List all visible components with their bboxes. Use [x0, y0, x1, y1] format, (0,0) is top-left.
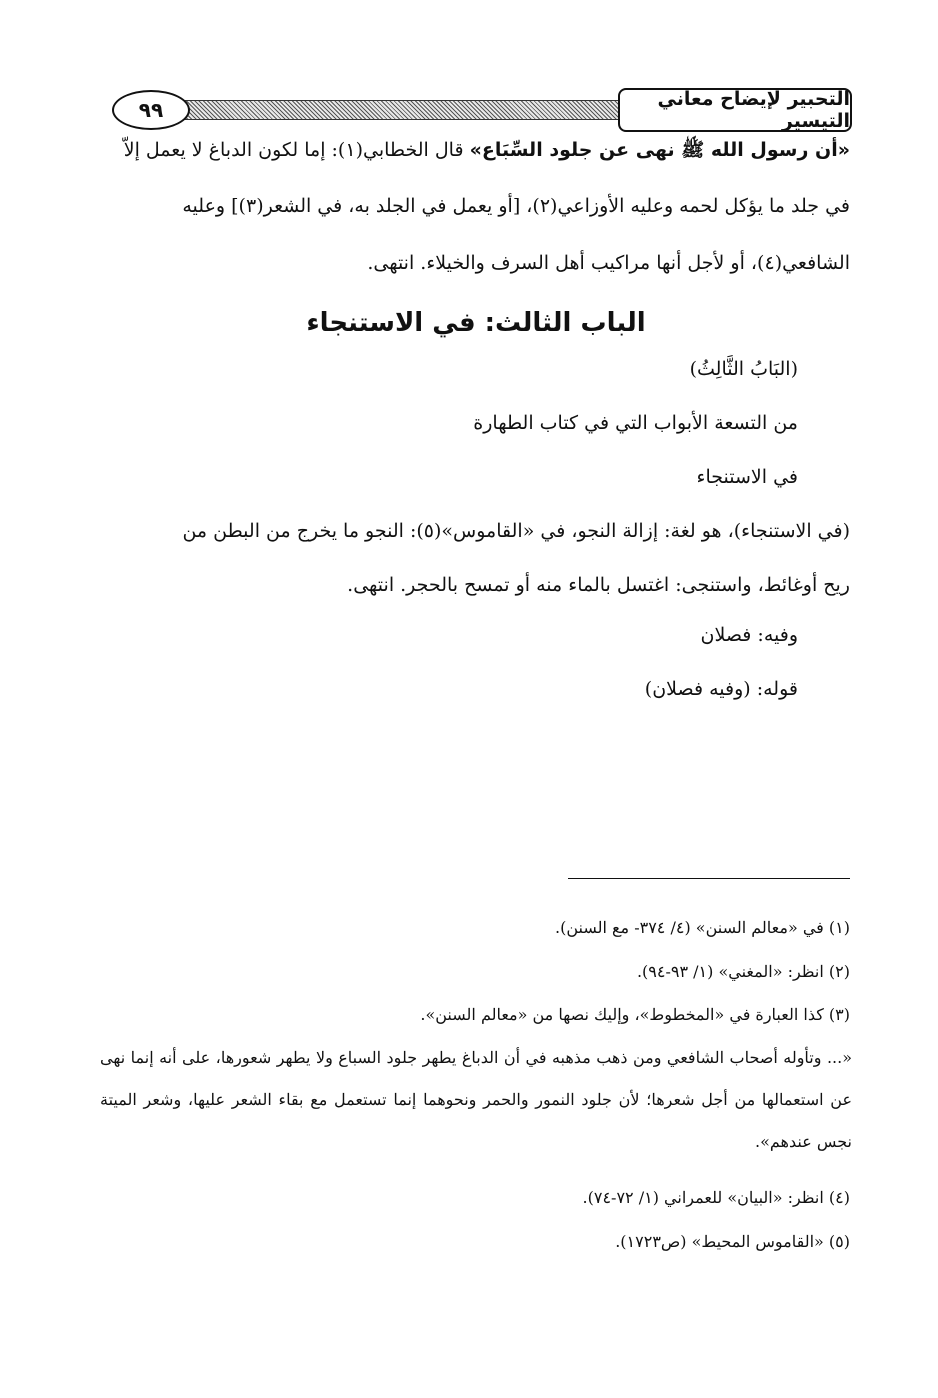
chapter-context-line: من التسعة الأبواب التي في كتاب الطهارة: [473, 412, 798, 434]
commentary-line: قوله: (وفيه فصلان): [644, 678, 798, 700]
paragraph-1-line-3: الشافعي(٤)، أو لأجل أنها مراكيب أهل السرف والخيلاء. انتهى.: [367, 252, 850, 274]
paragraph-2-line-2: ريح أوغائط، واستنجى: اغتسل بالماء منه أو تمسح بالحجر. انتهى.: [347, 574, 850, 596]
footnote-1: (١) في «معالم السنن» (٤/ ٣٧٤- مع السنن).: [555, 918, 850, 937]
footnote-2: (٢) انظر: «المغني» (١/ ٩٣-٩٤).: [636, 962, 850, 981]
paragraph-1-line-2: في جلد ما يؤكل لحمه وعليه الأوزاعي(٢)، [أو يعمل في الجلد به، في الشعر(٣)] وعليه: [182, 195, 850, 217]
paragraph-2-line-1: (في الاستنجاء)، هو لغة: إزالة النجو، في «القاموس»(٥): النجو ما يخرج من البطن من: [182, 520, 850, 542]
page-header: [100, 88, 852, 132]
chapter-heading: الباب الثالث: في الاستنجاء: [306, 308, 646, 338]
footnote-5: (٥) «القاموس المحيط» (ص١٧٢٣).: [615, 1232, 850, 1251]
footnote-4: (٤) انظر: «البيان» للعمراني (١/ ٧٢-٧٤).: [582, 1188, 850, 1207]
page-number: ٩٩: [112, 90, 190, 130]
khattabi-comment: قال الخطابي(١): إما لكون الدباغ لا يعمل إلاّ: [123, 139, 470, 161]
header-decorative-band: [140, 100, 622, 120]
chapter-topic-line: في الاستنجاء: [696, 466, 798, 488]
footnote-3-quote: «... وتأوله أصحاب الشافعي ومن ذهب مذهبه في أن الدباغ يطهر جلود السباع ولا يطهر شعورها، على أنه إنما نهى عن استعمالها من أجل شعرها؛ لأن جلود النمور والحمر ونحوهما إنما تستعمل مع بقاء الشعر عليها، وشعر الميتة نجس عندهم».: [100, 1048, 852, 1151]
paragraph-1-line-1: [124, 138, 850, 166]
running-book-title: التحبير لإيضاح معاني التيسير: [618, 88, 852, 132]
hadith-quote: «أن رسول الله ﷺ نهى عن جلود السِّبَاع»: [469, 139, 850, 161]
chapter-number-line: (البَابُ الثَّالِثُ): [689, 358, 798, 380]
footnote-separator: [568, 878, 850, 879]
sections-line: وفيه: فصلان: [700, 624, 798, 646]
footnote-3: (٣) كذا العبارة في «المخطوط»، وإليك نصها من «معالم السنن».: [420, 1005, 850, 1024]
